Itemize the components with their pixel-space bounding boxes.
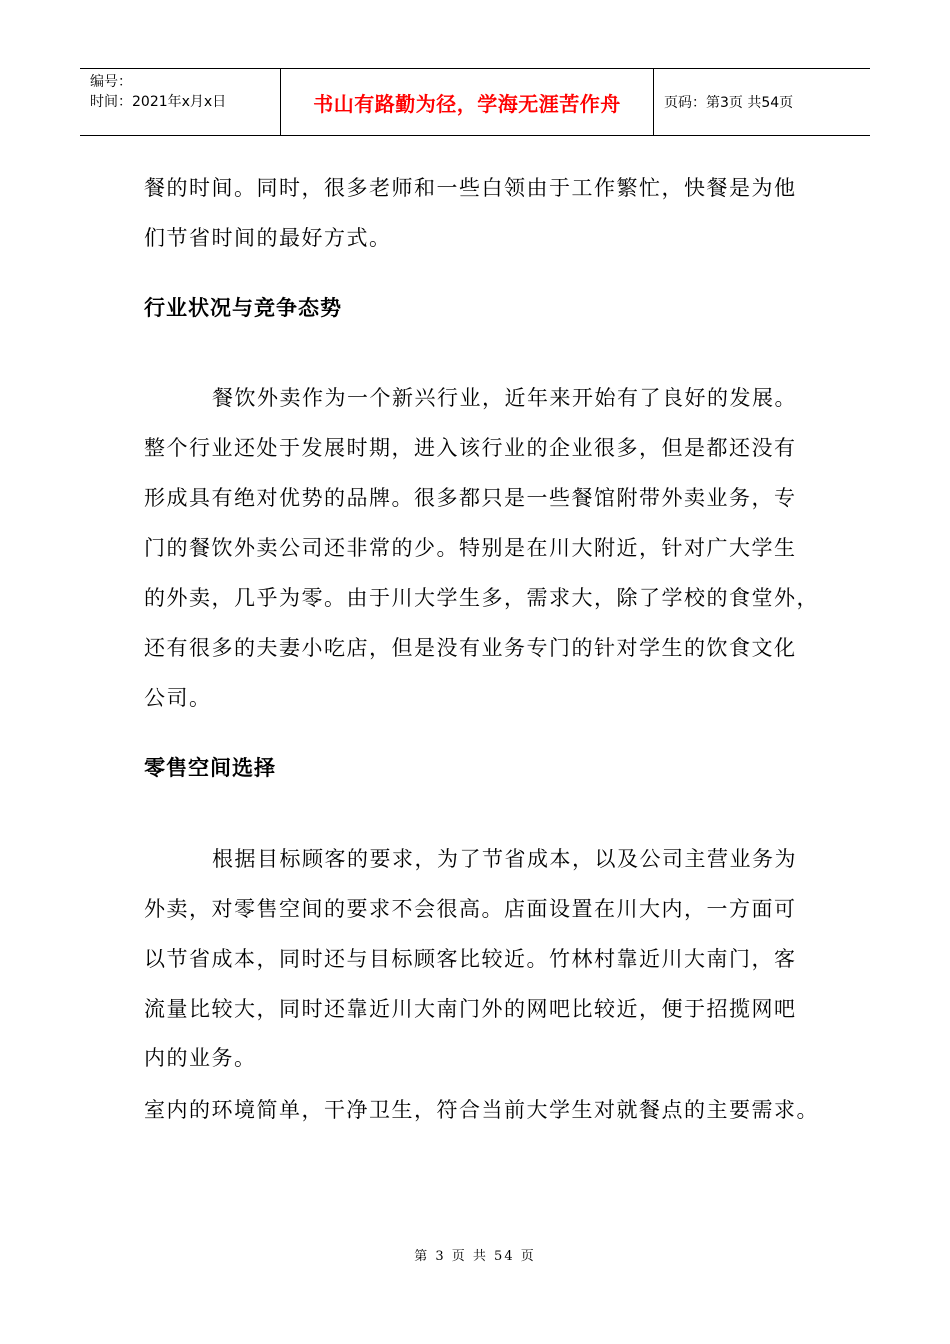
section-heading: 零售空间选择 — [144, 756, 276, 780]
paragraph-line: 公司。 — [144, 686, 212, 710]
document-number-label: 编号： — [90, 74, 132, 90]
paragraph-line: 餐的时间。同时，很多老师和一些白领由于工作繁忙，快餐是为他 — [144, 176, 797, 200]
section-heading: 行业状况与竞争态势 — [144, 296, 342, 320]
paragraph-line: 以节省成本，同时还与目标顾客比较近。竹林村靠近川大南门，客 — [144, 947, 797, 971]
header-meta — [80, 69, 281, 135]
document-date: 时间：2021年x月x日 — [90, 94, 227, 110]
paragraph-line: 整个行业还处于发展时期，进入该行业的企业很多，但是都还没有 — [144, 436, 797, 460]
paragraph-line: 根据目标顾客的要求，为了节省成本，以及公司主营业务为 — [212, 847, 797, 871]
paragraph-line: 流量比较大，同时还靠近川大南门外的网吧比较近，便于招揽网吧 — [144, 997, 797, 1021]
paragraph-line: 外卖，对零售空间的要求不会很高。店面设置在川大内，一方面可 — [144, 897, 797, 921]
paragraph-line: 们节省时间的最好方式。 — [144, 226, 392, 250]
header-motto: 书山有路勤为径，学海无涯苦作舟 — [281, 69, 654, 135]
paragraph-line: 还有很多的夫妻小吃店，但是没有业务专门的针对学生的饮食文化 — [144, 636, 797, 660]
paragraph-line: 形成具有绝对优势的品牌。很多都只是一些餐馆附带外卖业务，专 — [144, 486, 797, 510]
paragraph-line: 餐饮外卖作为一个新兴行业，近年来开始有了良好的发展。 — [212, 386, 797, 410]
paragraph-line: 门的餐饮外卖公司还非常的少。特别是在川大附近，针对广大学生 — [144, 536, 797, 560]
page-header — [80, 68, 870, 136]
paragraph-line: 室内的环境简单，干净卫生，符合当前大学生对就餐点的主要需求。 — [144, 1098, 819, 1122]
header-page-info: 页码：第3页 共54页 — [664, 95, 794, 111]
paragraph-line: 的外卖，几乎为零。由于川大学生多，需求大，除了学校的食堂外， — [144, 586, 819, 610]
page-footer-number: 第 3 页 共 54 页 — [414, 1249, 536, 1264]
paragraph-line: 内的业务。 — [144, 1046, 257, 1070]
